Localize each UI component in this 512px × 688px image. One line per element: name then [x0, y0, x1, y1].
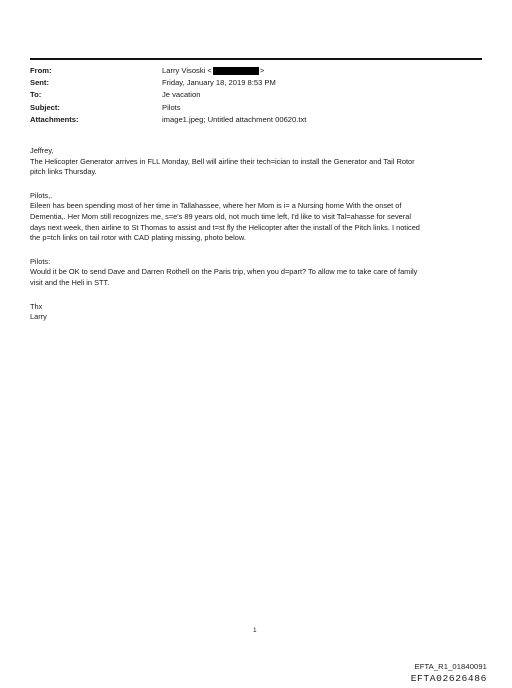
from-label: From:: [30, 66, 52, 75]
header-divider: [30, 58, 482, 60]
bates-number-primary: EFTA_R1_01840091: [414, 662, 487, 671]
page-number: 1: [253, 627, 257, 634]
to-row: [30, 89, 490, 101]
signature: Larry: [30, 312, 47, 322]
body-line: Pilots,.: [30, 190, 53, 200]
attachments-label: Attachments:: [30, 114, 79, 124]
from-name: Larry Visoski <: [162, 66, 212, 75]
paragraph-3: [30, 257, 486, 289]
to-value: Je vacation: [162, 90, 201, 100]
body-line: Would it be OK to send Dave and Darren Rothell on the Paris trip, when you d=part? To allow me to take care of family: [30, 267, 418, 277]
body-line: the p=tch links on tail rotor with CAD plating missing, photo below.: [30, 233, 246, 243]
email-header: [30, 65, 490, 126]
body-line: days next week, then airline to St Thomas to assist and t=st fly the Helicopter after the install of the Pitch links. I noticed: [30, 222, 420, 232]
paragraph-1: [30, 146, 486, 178]
subject-row: [30, 102, 490, 114]
sent-value: Friday, January 18, 2019 8:53 PM: [162, 78, 276, 88]
body-line: Jeffrey,: [30, 146, 54, 155]
body-line: Thx: [30, 301, 43, 311]
paragraph-signoff: [30, 302, 486, 323]
body-line: pitch links Thursday.: [30, 167, 97, 177]
to-label: To:: [30, 90, 42, 100]
from-value: [162, 65, 264, 77]
body-line: Eileen has been spending most of her time in Tallahassee, where her Mom is i= a Nursing home With the onset of: [30, 201, 402, 211]
body-line: Dementia,. Her Mom still recognizes me, s=e's 89 years old, not much time left, I'd like to visit Tal=ahasse for several: [30, 211, 411, 221]
redaction-box: [213, 67, 259, 75]
body-line: Pilots:: [30, 256, 51, 266]
bates-number-secondary: EFTA02626486: [410, 673, 487, 684]
paragraph-2: [30, 191, 486, 244]
body-line: visit and the Heli in STT.: [30, 277, 110, 287]
body-line: The Helicopter Generator arrives in FLL Monday, Bell will airline their tech=ician to install the Generator and Tail Rotor: [30, 156, 415, 166]
subject-label: Subject:: [30, 102, 60, 112]
attachments-value[interactable]: image1.jpeg; Untitled attachment 00620.txt: [162, 114, 307, 124]
from-bracket: >: [259, 66, 265, 75]
sent-label: Sent:: [30, 78, 49, 88]
email-body: [30, 146, 486, 336]
sent-row: [30, 77, 490, 89]
from-row: [30, 65, 490, 77]
attachments-row: [30, 114, 490, 126]
subject-value: Pilots: [162, 102, 181, 112]
